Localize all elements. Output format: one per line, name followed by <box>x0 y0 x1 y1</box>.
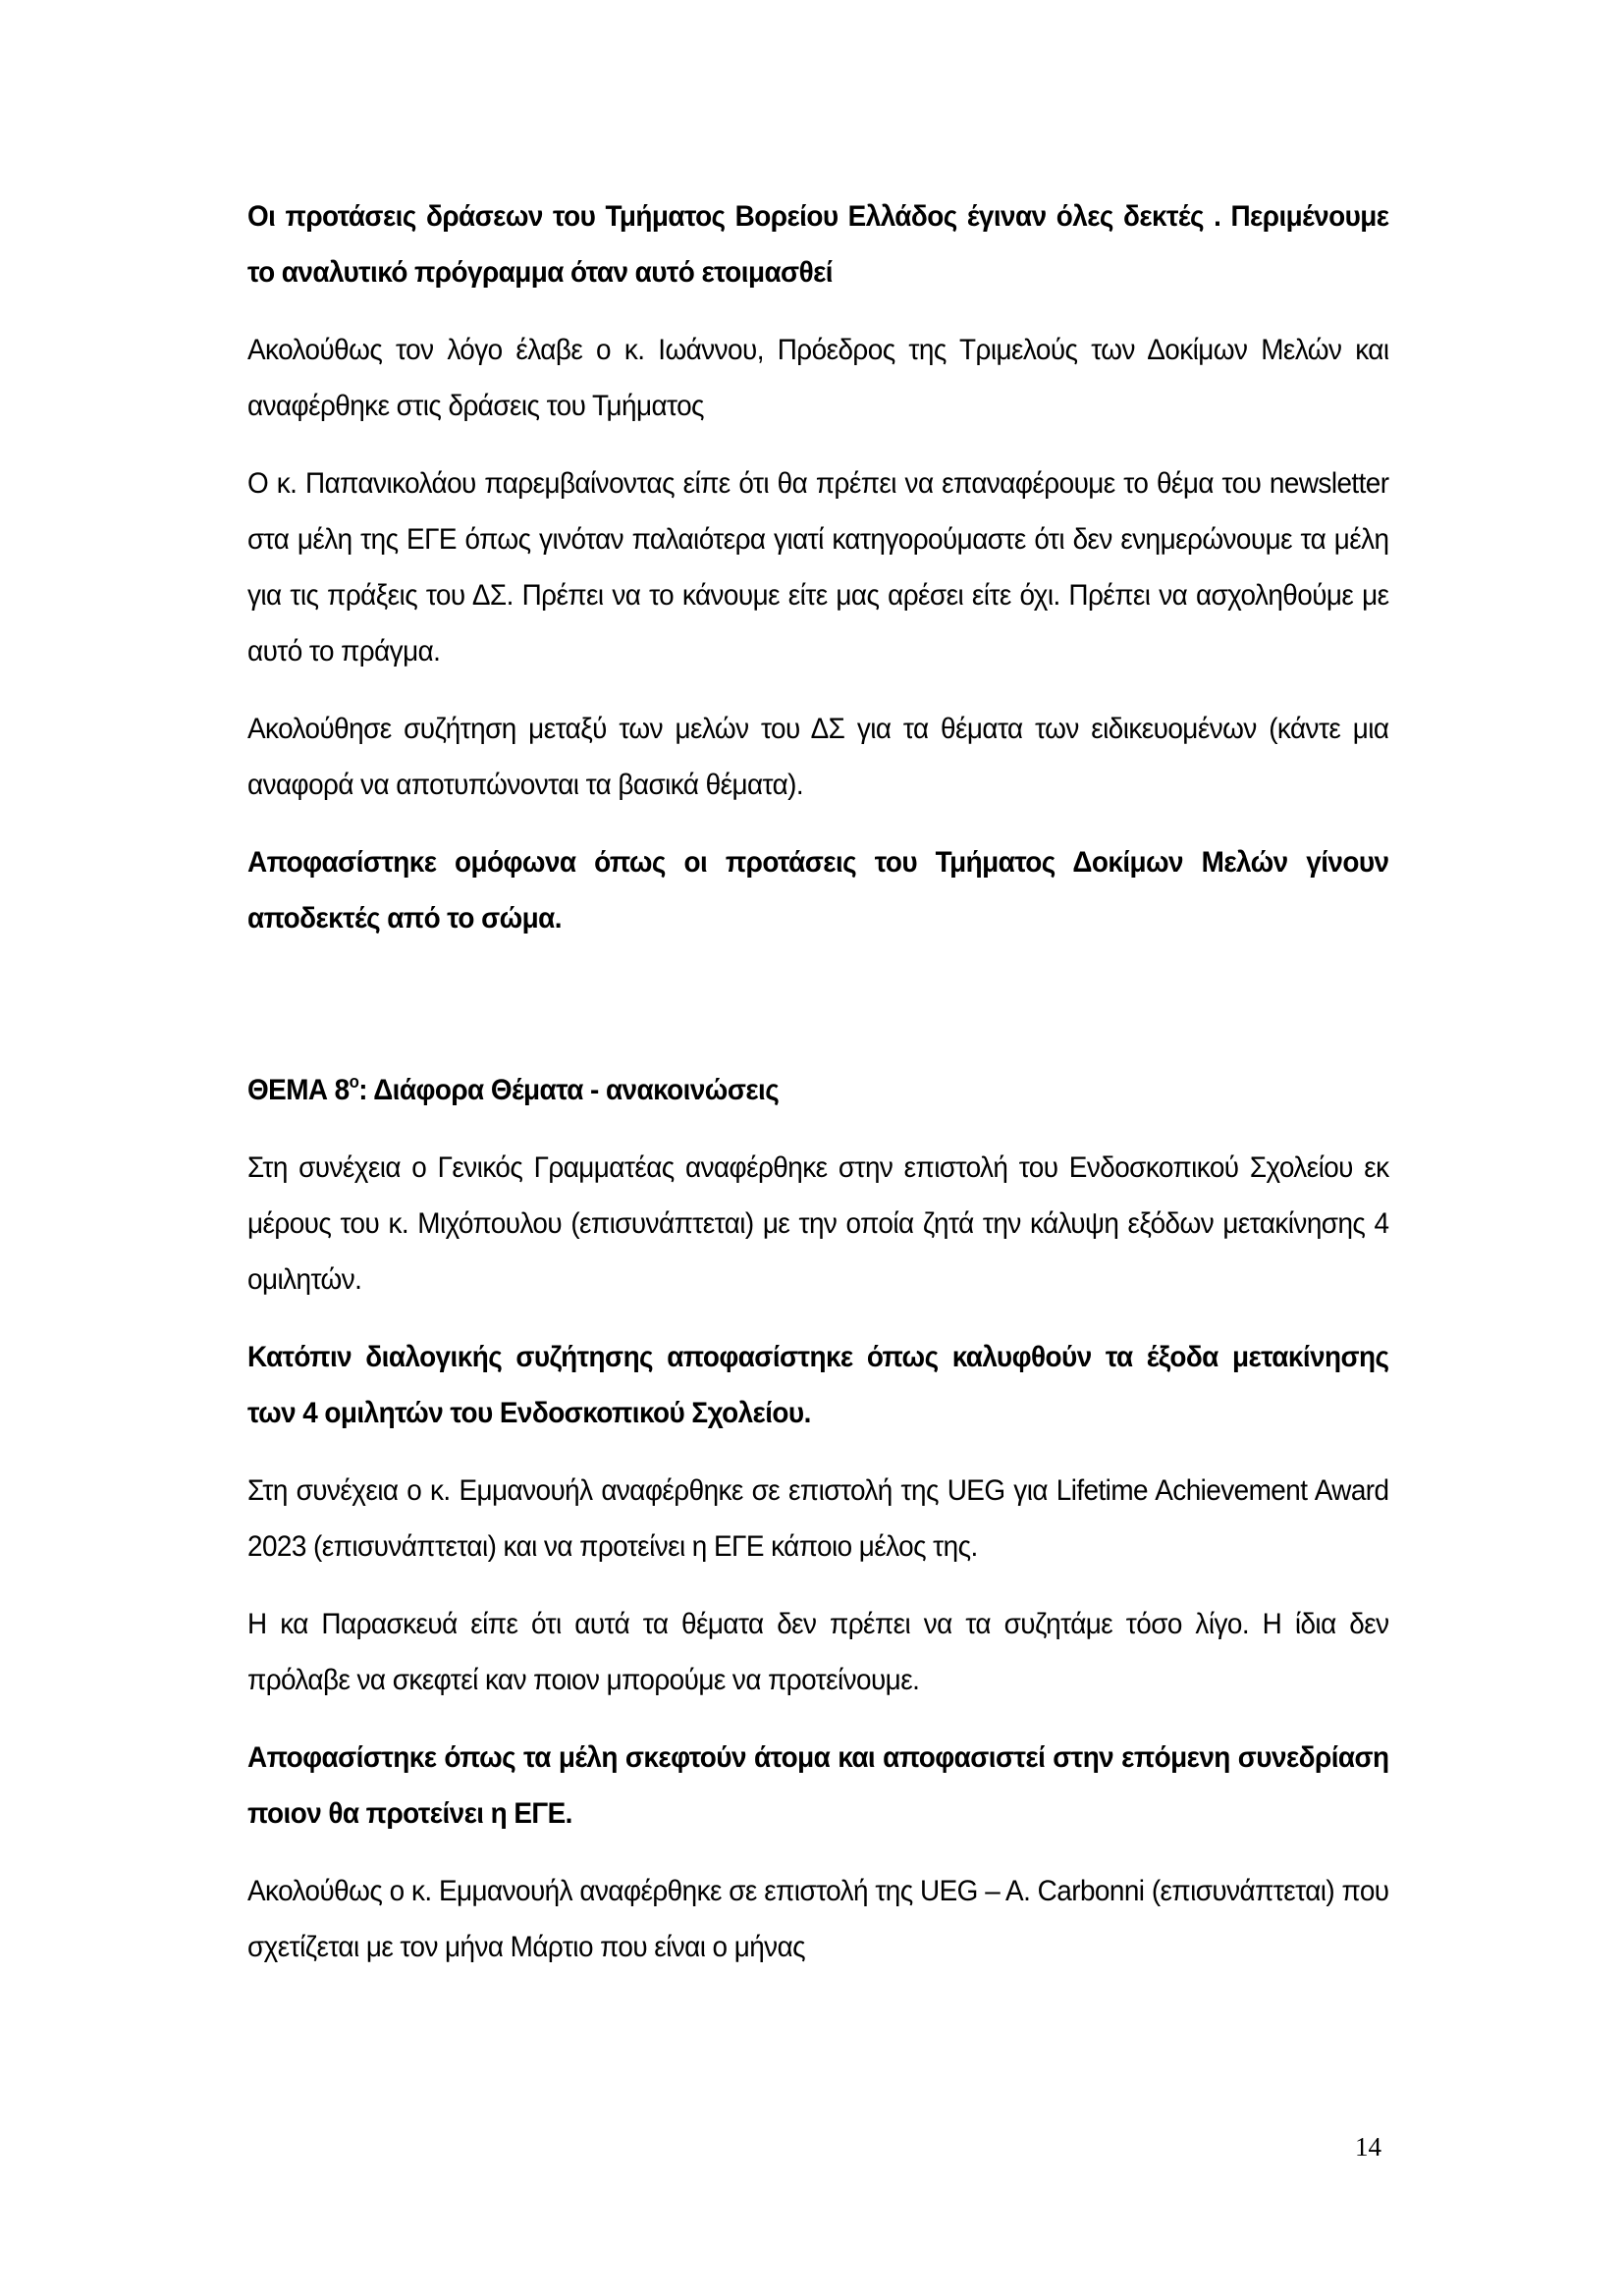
section-heading-superscript: ο <box>349 1072 359 1092</box>
paragraph-newsletter-discussion: Ο κ. Παπανικολάου παρεμβαίνοντας είπε ότι θα πρέπει να επαναφέρουμε το θέμα του newsletter στα μέλη της ΕΓΕ όπως γινόταν παλαιότερα γιατί κατηγορούμαστε ότι δεν ενημερώνουμε τα μέλη για τις πράξεις του ΔΣ. Πρέπει να το κάνουμε είτε μας αρέσει είτε όχι. Πρέπει να ασχοληθούμε με αυτό το πράγμα. <box>247 467 1389 667</box>
paragraph-spacer <box>247 1441 1388 1463</box>
decision-speaker-travel-costs: Κατόπιν διαλογικής συζήτησης αποφασίστηκε όπως καλυφθούν τα έξοδα μετακίνησης των 4 ομιλητών του Ενδοσκοπικού Σχολείου. <box>247 1341 1389 1429</box>
paragraph-spacer <box>247 1308 1388 1329</box>
paragraph-spacer <box>247 1708 1388 1730</box>
document-page <box>247 188 1388 1975</box>
section-heading <box>247 1062 1389 1118</box>
paragraph-spacer <box>247 300 1388 322</box>
paragraph-spacer <box>247 1118 1388 1140</box>
page-number: 14 <box>1355 2132 1381 2162</box>
paragraph-spacer <box>247 813 1388 834</box>
paragraph-spacer <box>247 1842 1388 1863</box>
paragraph-spacer <box>247 434 1388 455</box>
paragraph-northern-greece-proposals: Οι προτάσεις δράσεων του Τμήματος Βορείου Ελλάδος έγιναν όλες δεκτές . Περιμένουμε το αναλυτικό πρόγραμμα όταν αυτό ετοιμασθεί <box>247 200 1389 289</box>
paragraph-residents-discussion: Ακολούθησε συζήτηση μεταξύ των μελών του ΔΣ για τα θέματα των ειδικευομένων (κάντε μια αναφορά να αποτυπώνονται τα βασικά θέματα). <box>247 713 1389 801</box>
paragraph-endoscopy-school-letter: Στη συνέχεια ο Γενικός Γραμματέας αναφέρθηκε στην επιστολή του Ενδοσκοπικού Σχολείου εκ μέρους του κ. Μιχόπουλου (επισυνάπτεται) με την οποία ζητά την κάλυψη εξόδων μετακίνησης 4 ομιλητών. <box>247 1151 1389 1296</box>
paragraph-ueg-award-letter: Στη συνέχεια ο κ. Εμμανουήλ αναφέρθηκε σε επιστολή της UEG για Lifetime Achievement Award 2023 (επισυνάπτεται) και να προτείνει η ΕΓΕ κάποιο μέλος της. <box>247 1474 1389 1563</box>
decision-award-nomination: Αποφασίστηκε όπως τα μέλη σκεφτούν άτομα και αποφασιστεί στην επόμενη συνεδρίαση ποιον θα προτείνει η ΕΓΕ. <box>247 1741 1389 1830</box>
paragraph-ueg-carbonni-letter: Ακολούθως ο κ. Εμμανουήλ αναφέρθηκε σε επιστολή της UEG – A. Carbonni (επισυνάπτεται) που σχετίζεται με τον μήνα Μάρτιο που είναι ο μήνας <box>247 1875 1389 1963</box>
paragraph-ioannou-report: Ακολούθως τον λόγο έλαβε ο κ. Ιωάννου, Πρόεδρος της Τριμελούς των Δοκίμων Μελών και αναφέρθηκε στις δράσεις του Τμήματος <box>247 334 1389 422</box>
section-heading-prefix: ΘΕΜΑ 8 <box>247 1074 350 1106</box>
section-spacer <box>247 946 1388 1062</box>
paragraph-spacer <box>247 1575 1388 1596</box>
section-heading-title: : Διάφορα Θέματα - ανακοινώσεις <box>358 1074 780 1106</box>
decision-trainee-members: Αποφασίστηκε ομόφωνα όπως οι προτάσεις του Τμήματος Δοκίμων Μελών γίνουν αποδεκτές από το σώμα. <box>247 846 1389 934</box>
paragraph-spacer <box>247 679 1388 701</box>
paragraph-paraskeva-comment: Η κα Παρασκευά είπε ότι αυτά τα θέματα δεν πρέπει να τα συζητάμε τόσο λίγο. Η ίδια δεν πρόλαβε να σκεφτεί καν ποιον μπορούμε να προτείνουμε. <box>247 1608 1389 1696</box>
